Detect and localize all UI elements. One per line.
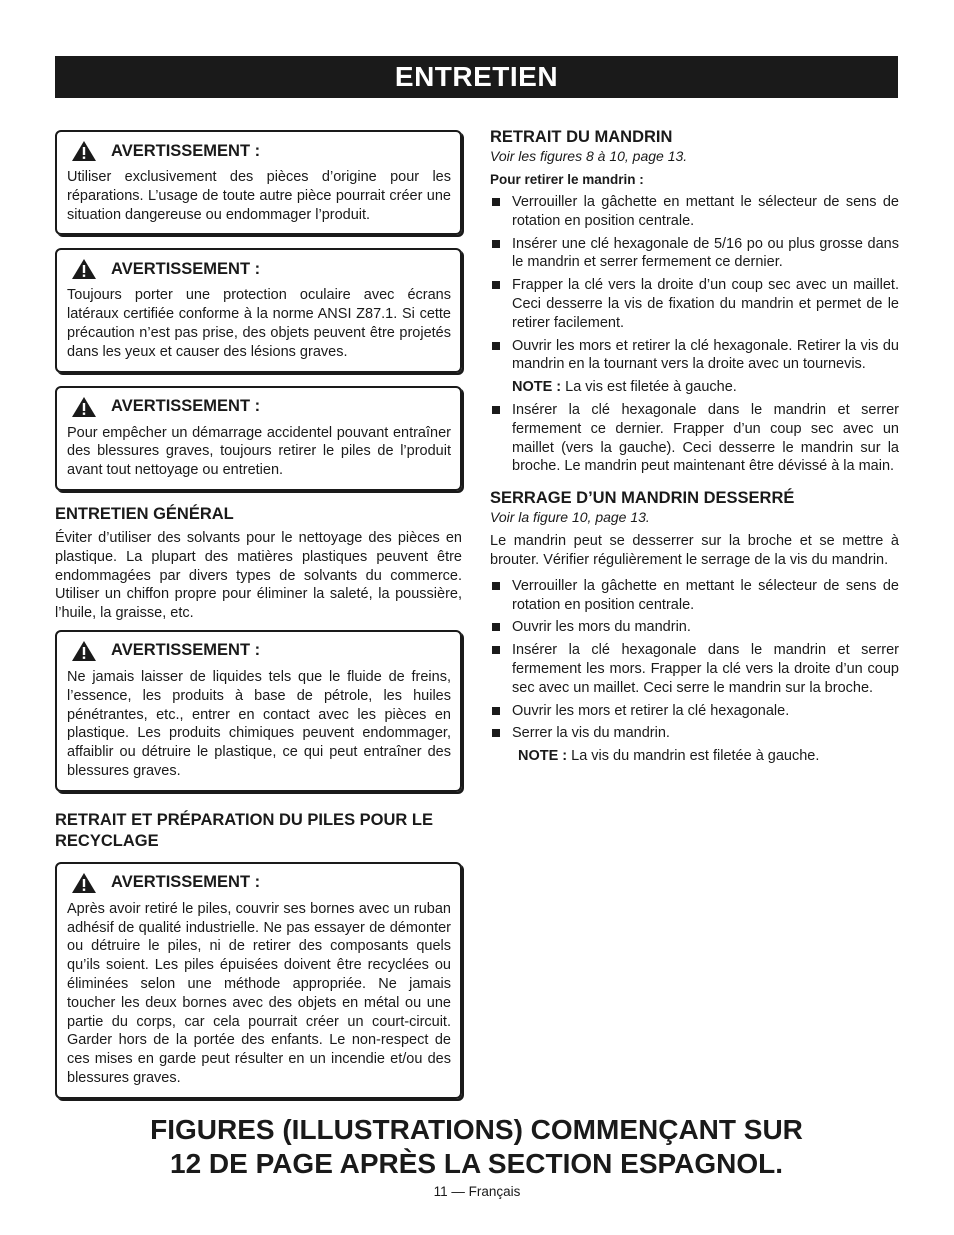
warning-box-liquids (55, 630, 462, 792)
section-heading-loose-chuck: SERRAGE D’UN MANDRIN DESSERRÉ (490, 489, 795, 508)
figure-reference: Voir la figure 10, page 13. (490, 509, 650, 526)
note-label: NOTE : (518, 748, 568, 765)
warning-label: AVERTISSEMENT : (111, 641, 261, 660)
list-item: Insérer la clé hexagonale dans le mandrin et serrer fermement les mors. Frapper la clé vers la droite d’un coup sec avec un maillet. Ceci serre le mandrin sur la broche. (490, 641, 899, 697)
loose-chuck-text: Le mandrin peut se desserrer sur la broche et se mettre à brouter. Vérifier régulièrement le serrage de la vis du mandrin. (490, 533, 899, 568)
warning-triangle-icon (72, 141, 96, 161)
warning-text: Après avoir retiré le piles, couvrir ses bornes avec un ruban adhésif de qualité industrielle. Ne pas essayer de démonter ou détruire le piles, ni de retirer des composants quels qu’ils soient. Les piles épuisées doivent être recyclées ou éliminées selon une méthode appropriée. Ne jamais toucher les deux bornes avec des objets en métal ou une partie du corps, car cela pourrait créer un court-circuit. Garder hors de la portée des enfants. Le non-respect de ces mises en garde peut résulter en un incendie et/ou des blessures graves. (67, 900, 451, 1086)
page-footer: 11 — Français (433, 1184, 521, 1199)
warning-box-parts (55, 130, 462, 235)
warning-box-batteries (55, 862, 462, 1099)
section-heading-general: ENTRETIEN GÉNÉRAL (55, 504, 234, 523)
chuck-removal-steps (490, 193, 899, 374)
general-maintenance-text: Éviter d’utiliser des solvants pour le nettoyage des pièces en plastique. La plupart des matières plastiques peuvent être endommagées par divers types de solvants du commerce. Utiliser un chiffon propre pour éliminer la saleté, la poussière, l’huile, la graisse, etc. (55, 529, 462, 622)
warning-box-accidental-start (55, 386, 462, 491)
list-item: Insérer la clé hexagonale dans le mandrin et serrer fermement ce dernier. Frapper d’un coup sec avec un maillet (vers la gauche). Ceci desserre le mandrin sur la broche. Le mandrin peut maintenant être dévissé à la main. (490, 401, 899, 476)
warning-text: Toujours porter une protection oculaire avec écrans latéraux certifiée conforme à la norme ANSI Z87.1. Si cette précaution n’est pas prise, des objets peuvent être projetés dans les yeux et causer des lésions graves. (67, 287, 451, 360)
note-text: La vis est filetée à gauche. (565, 379, 737, 396)
page-title: ENTRETIEN (55, 56, 898, 98)
warning-header (72, 141, 451, 161)
list-item: Verrouiller la gâchette en mettant le sélecteur de sens de rotation en position centrale. (490, 577, 899, 615)
warning-triangle-icon (72, 259, 96, 279)
warning-text: Utiliser exclusivement des pièces d’origine pour les réparations. L’usage de toute autre pièce pourrait créer une situation dangereuse ou endommager l’produit. (67, 169, 451, 223)
section-heading-chuck-removal: RETRAIT DU MANDRIN (490, 128, 673, 146)
warning-header (72, 641, 451, 661)
warning-box-eye-protection (55, 248, 462, 372)
note-label: NOTE : (512, 379, 562, 396)
figures-notice-line-2: 12 DE PAGE APRÈS LA SECTION ESPAGNOL. (170, 1148, 783, 1179)
note (490, 747, 899, 766)
loose-chuck-steps (490, 577, 899, 743)
list-item: Ouvrir les mors du mandrin. (490, 618, 899, 637)
figures-notice-line-1: FIGURES (ILLUSTRATIONS) COMMENÇANT SUR (150, 1114, 803, 1145)
figures-notice (55, 1113, 898, 1181)
left-column (55, 130, 462, 1112)
figure-reference: Voir les figures 8 à 10, page 13. (490, 148, 688, 164)
warning-header (72, 259, 451, 279)
section-heading-recycling: RETRAIT ET PRÉPARATION DU PILES POUR LE RECYCLAGE (55, 810, 433, 850)
list-item: Insérer une clé hexagonale de 5/16 po ou plus grosse dans le mandrin et serrer fermement ce dernier. (490, 235, 899, 273)
list-item: Ouvrir les mors et retirer la clé hexagonale. (490, 702, 899, 721)
warning-label: AVERTISSEMENT : (111, 259, 261, 278)
note-text: La vis du mandrin est filetée à gauche. (571, 748, 820, 765)
warning-triangle-icon (72, 641, 96, 661)
list-item: Frapper la clé vers la droite d’un coup sec avec un maillet. Ceci desserre la vis de fixation du mandrin et permet de le retirer facilement. (490, 276, 899, 332)
warning-label: AVERTISSEMENT : (111, 141, 261, 160)
warning-header (72, 873, 451, 893)
warning-triangle-icon (72, 873, 96, 893)
warning-text: Pour empêcher un démarrage accidentel pouvant entraîner des blessures graves, toujours retirer le piles de l’produit avant tout nettoyage ou entretien. (67, 424, 451, 479)
warning-label: AVERTISSEMENT : (111, 397, 261, 416)
warning-text: Ne jamais laisser de liquides tels que le fluide de freins, l’essence, les produits à base de pétrole, les huiles pénétrantes, etc., entrer en contact avec les pièces en plastique. Les produits chimiques peuvent endommager, affaiblir ou détruire le plastique, ce qui peut entraîner des blessures graves. (67, 668, 451, 779)
right-column (490, 127, 899, 770)
chuck-removal-steps-continued (490, 401, 899, 476)
subheading: Pour retirer le mandrin : (490, 172, 644, 187)
list-item: Serrer la vis du mandrin. (490, 724, 899, 743)
warning-label: AVERTISSEMENT : (111, 873, 261, 892)
list-item: Ouvrir les mors et retirer la clé hexagonale. Retirer la vis du mandrin en la tournant vers la droite avec un tournevis. (490, 337, 899, 375)
warning-header (72, 397, 451, 417)
note (490, 378, 899, 397)
warning-triangle-icon (72, 397, 96, 417)
list-item: Verrouiller la gâchette en mettant le sélecteur de sens de rotation en position centrale. (490, 193, 899, 231)
